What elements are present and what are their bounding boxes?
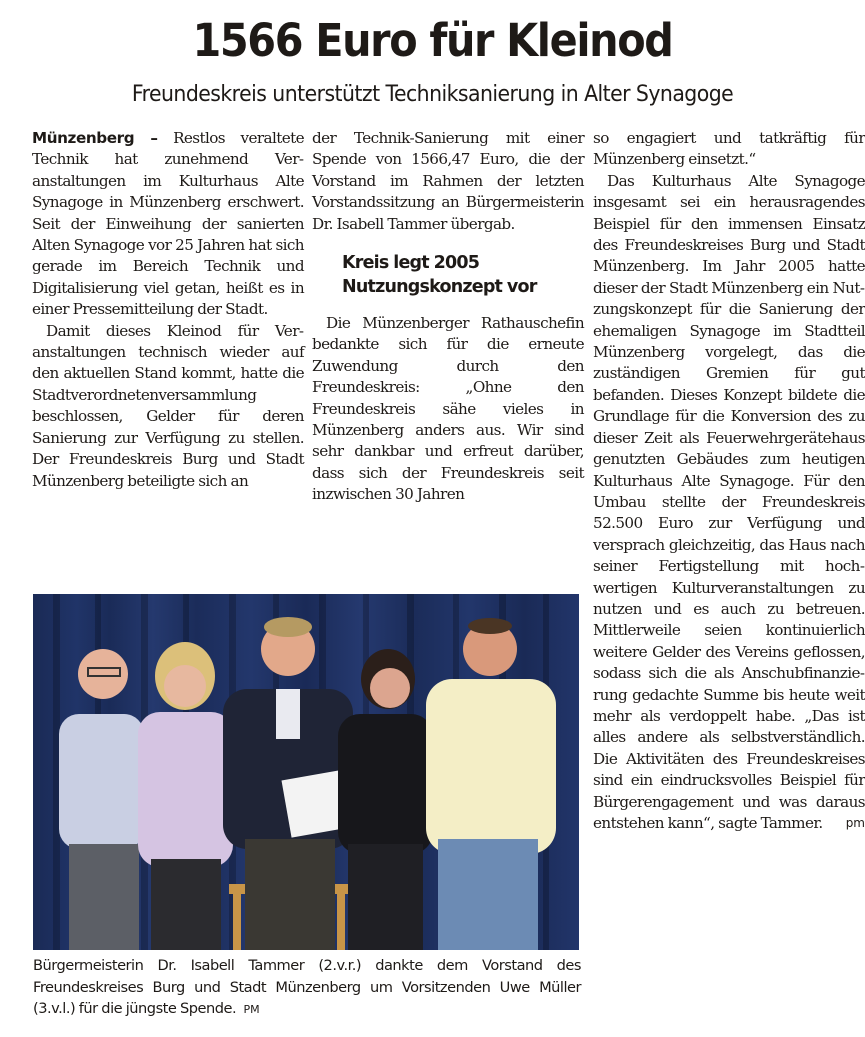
headline: 1566 Euro für Kleinod <box>192 14 673 67</box>
paragraph-text: Das Kulturhaus Alte Synagoge insgesamt sei ein herausragendes Beispiel für den immensen Einsatz des Freundeskreises Burg und Stadt Münzenberg. Im Jahr 2005 hatte dieser der Stadt Münzenberg ein Nutzungskonzept für die Sanierung der ehemaligen Synagoge im Stadtteil Münzenberg vorgelegt, das die zuständigen Gremien für gut befanden. Dieses Konzept bildete die Grundlage für die Konversion des zu dieser Zeit als Feuerwehrgerätehaus genutzten Gebäudes zum heutigen Kulturhaus Alte Synagoge. Für den Umbau stellte der Freundeskreis 52.500 Euro zur Verfügung und versprach gleichzeitig, das Haus nach seiner Fertigstellung mit hochwertigen Kulturveranstaltungen zu nutzen und es auch zu betreuen. Mittlerweile seien kontinuierlich weitere Gelder des Vereins geflossen, sodass sich die als Anschubfinanzierung gedachte Summe bis heute weit mehr als verdoppelt habe. „Das ist alles andere als selbstverständlich. Die Aktivitäten des Freundeskreises sind ein eindrucksvolles Beispiel für Bürgerengagement und was daraus entstehen kann“, sagte Tammer. <box>593 171 865 832</box>
article-photo <box>33 594 579 950</box>
paragraph: der Technik-Sanierung mit einer Spende von 1566,47 Euro, die der Vorstand im Rahmen der letzten Vorstandssitzung an Bürgermeisterin Dr. Isabell Tammer übergab. <box>312 129 584 233</box>
dateline: Münzenberg – <box>32 129 158 147</box>
person-2 <box>138 642 233 950</box>
paragraph: so engagiert und tatkräftig für Münzenberg einsetzt.“ <box>593 129 865 169</box>
paragraph-text: Restlos veraltete Technik hat zunehmend Veranstaltungen im Kulturhaus Alte Synagoge in Münzenberg erschwert. Seit der Einweihung der sanierten Alten Synagoge vor 25 Jahren hat sich gerade im Bereich Technik und Digitalisierung viel getan, heißt es in einer Pressemitteilung der Stadt. <box>32 129 305 319</box>
person-4 <box>338 649 433 950</box>
caption-text: Bürgermeisterin Dr. Isabell Tammer (2.v.r.) dankte dem Vorstand des Freundeskreises Burg und Stadt Münzenberg um Vorsitzenden Uwe Müller (3.v.l.) für die jüngste Spende. <box>33 957 581 1018</box>
paragraph-intro <box>32 128 304 321</box>
text-column-3 <box>593 128 865 834</box>
crosshead: Kreis legt 2005 Nutzungskonzept vor <box>342 253 537 298</box>
paragraph-final <box>593 171 865 835</box>
text-column-2 <box>312 128 584 506</box>
subheadline: Freundeskreis unterstützt Techniksanierung in Alter Synagoge <box>131 82 734 107</box>
photo-illustration <box>33 594 579 950</box>
author-credit: pm <box>845 816 865 830</box>
person-5 <box>426 618 556 950</box>
paragraph: Die Münzenberger Rathauschefin bedankte sich für die erneute Zuwendung durch den Freundeskreis: „Ohne den Freundeskreis sähe vieles in Münzenberg anders aus. Wir sind sehr dankbar und erfreut darüber, dass sich der Freundeskreis seit inzwischen 30 Jahren <box>312 314 584 504</box>
paragraph: Damit dieses Kleinod für Veranstaltungen technisch wieder auf den aktuellen Stand kommt, hatte die Stadtverordnetenversammlung beschlossen, Gelder für deren Sanierung zur Verfügung zu stellen. Der Freundeskreis Burg und Stadt Münzenberg beteiligte sich an <box>32 321 304 490</box>
photo-caption <box>33 955 581 1021</box>
caption-credit: PM <box>243 1003 260 1017</box>
person-1 <box>59 649 144 950</box>
text-column-1 <box>32 128 304 492</box>
